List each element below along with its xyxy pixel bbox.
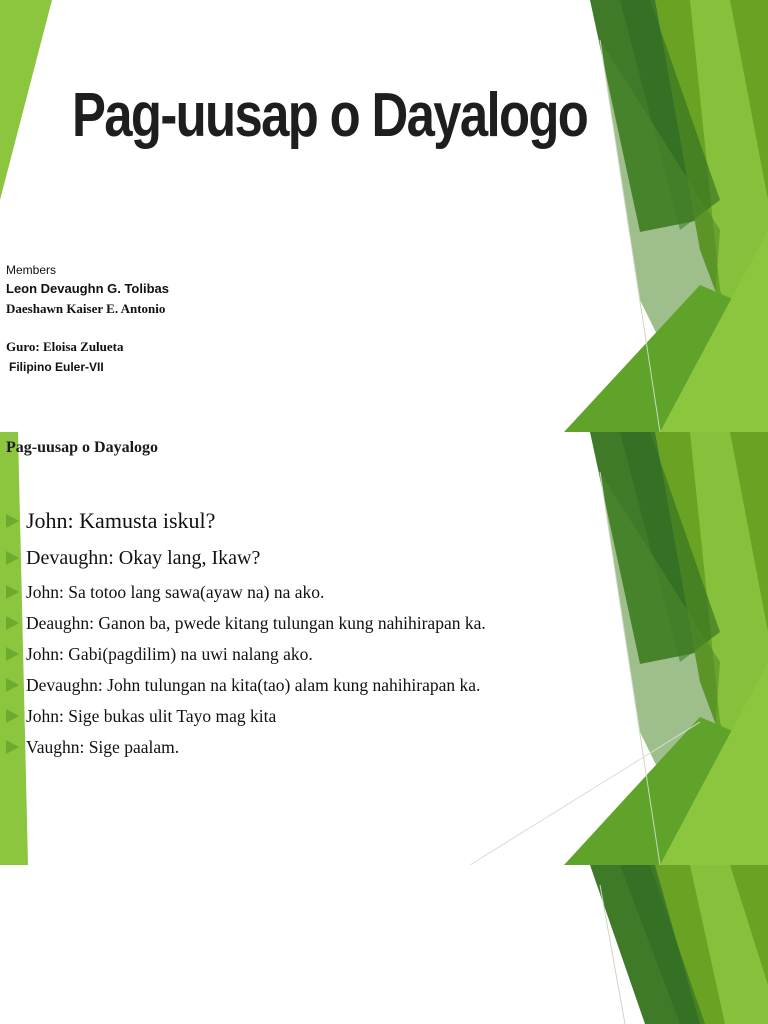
slide-title xyxy=(0,0,768,432)
dialogue-list xyxy=(6,508,586,766)
dialogue-line xyxy=(6,704,586,729)
left-top-sliver xyxy=(0,0,52,200)
dialogue-line xyxy=(6,673,586,698)
dialogue-text: Vaughn: Sige paalam. xyxy=(26,737,180,757)
slide-partial xyxy=(0,865,768,1024)
dialogue-text: Devaughn: John tulungan na kita(tao) alam kung nahihirapan ka. xyxy=(26,675,481,695)
triangle-bullet-icon xyxy=(6,709,19,723)
members-label: Members xyxy=(6,263,57,277)
triangle-bullet-icon xyxy=(6,616,19,630)
dialogue-text: John: Gabi(pagdilim) na uwi nalang ako. xyxy=(26,644,313,664)
dialogue-line xyxy=(6,642,586,667)
dialogue-text: Deaughn: Ganon ba, pwede kitang tulungan kung nahihirapan ka. xyxy=(26,613,486,633)
dialogue-line xyxy=(6,580,586,605)
dialogue-line xyxy=(6,735,586,760)
class-section: Filipino Euler-VII xyxy=(9,360,104,374)
triangle-bullet-icon xyxy=(6,514,19,528)
slide-heading: Pag-uusap o Dayalogo xyxy=(6,439,159,456)
dialogue-text: John: Kamusta iskul? xyxy=(26,508,216,533)
triangle-bullet-icon xyxy=(6,647,19,661)
page-title: Pag-uusap o Dayalogo xyxy=(72,81,588,150)
member-name: Leon Devaughn G. Tolibas xyxy=(6,281,169,296)
dialogue-line xyxy=(6,546,586,570)
decorative-green-shapes xyxy=(0,865,768,1024)
dialogue-text: Devaughn: Okay lang, Ikaw? xyxy=(26,547,261,569)
dialogue-line xyxy=(6,508,586,534)
triangle-bullet-icon xyxy=(6,740,19,754)
triangle-bullet-icon xyxy=(6,678,19,692)
slide-dialogue xyxy=(0,432,768,865)
triangle-bullet-icon xyxy=(6,551,19,565)
members-block xyxy=(6,263,169,374)
dialogue-line xyxy=(6,611,586,636)
dialogue-text: John: Sa totoo lang sawa(ayaw na) na ako. xyxy=(26,582,325,602)
triangle-bullet-icon xyxy=(6,585,19,599)
member-name: Daeshawn Kaiser E. Antonio xyxy=(6,301,166,316)
teacher-name: Guro: Eloisa Zulueta xyxy=(6,339,124,354)
dialogue-text: John: Sige bukas ulit Tayo mag kita xyxy=(26,706,277,726)
